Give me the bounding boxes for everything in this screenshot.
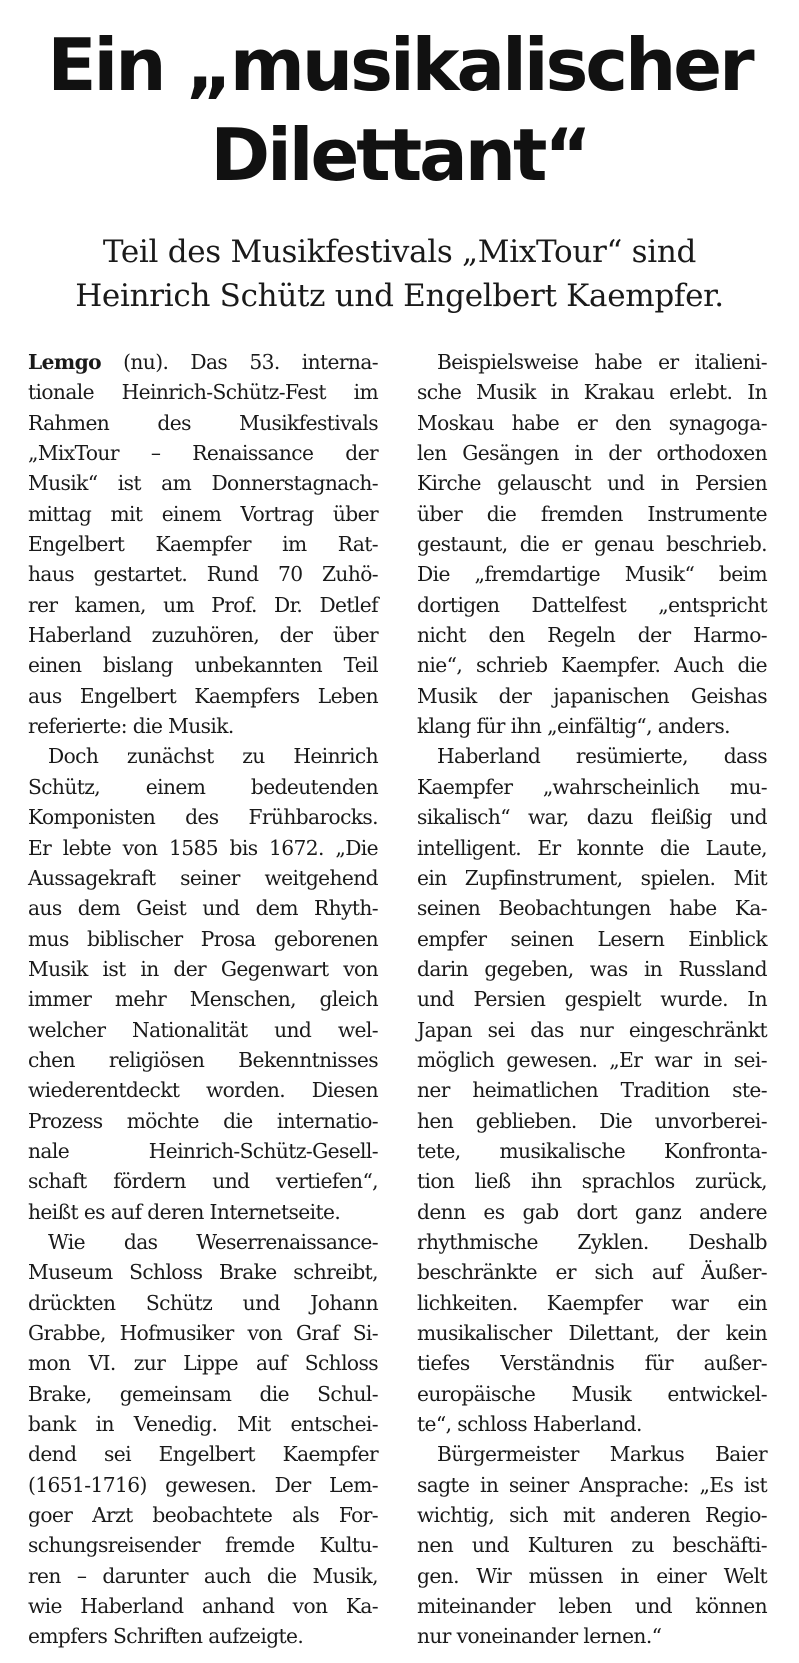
body-line: nen und Kulturen zu beschäfti-	[417, 1533, 767, 1558]
body-column-right	[417, 347, 767, 1652]
subheadline-line: Teil des Musikfestivals „MixTour“ sind	[102, 234, 697, 270]
body-line: ren – darunter auch die Musik,	[28, 1563, 378, 1588]
body-line: ner heimatlichen Tradition ste-	[417, 1078, 767, 1103]
subheadline	[20, 230, 779, 318]
body-line: sche Musik in Krakau erlebt. In	[417, 380, 767, 405]
body-line: wichtig, sich mit anderen Regio-	[417, 1503, 767, 1528]
headline-line: Dilettant“	[210, 113, 589, 197]
body-line: Musik ist in der Gegenwart von	[28, 956, 378, 981]
dateline: Lemgo	[28, 350, 101, 374]
body-line: wie Haberland anhand von Ka-	[28, 1594, 378, 1619]
body-line: Wie das Weserrenaissance-	[48, 1229, 378, 1254]
body-line: bank in Venedig. Mit entschei-	[28, 1412, 378, 1437]
body-line: Moskau habe er den synagoga-	[417, 410, 767, 435]
body-line: aus Engelbert Kaempfers Leben	[28, 683, 378, 708]
body-line: und Persien gespielt wurde. In	[417, 987, 767, 1012]
body-line: Grabbe, Hofmusiker von Graf Si-	[28, 1321, 378, 1345]
body-line: immer mehr Menschen, gleich	[28, 987, 378, 1012]
body-line: Schütz, einem bedeutenden	[28, 774, 378, 799]
body-line: Japan sei das nur eingeschränkt	[417, 1017, 767, 1042]
body-line: len Gesängen in der orthodoxen	[417, 441, 767, 466]
body-line: seinen Beobachtungen habe Ka-	[417, 896, 767, 921]
body-line: Er lebte von 1585 bis 1672. „Die	[28, 835, 378, 860]
body-line: tionale Heinrich-Schütz-Fest im	[28, 380, 378, 405]
body-line: Haberland resümierte, dass	[437, 744, 767, 769]
body-line: Rahmen des Musikfestivals	[28, 410, 378, 435]
body-line: welcher Nationalität und wel-	[28, 1017, 378, 1042]
body-line: te“, schloss Haberland.	[417, 1412, 642, 1437]
body-line: Brake, gemeinsam die Schul-	[28, 1381, 378, 1406]
body-line: Bürgermeister Markus Baier	[437, 1442, 767, 1467]
body-line: miteinander leben und können	[417, 1594, 767, 1619]
body-line: gestaunt, die er genau beschrieb.	[417, 532, 767, 557]
body-line: sikalisch“ war, dazu fleißig und	[417, 805, 767, 830]
body-line: Musik der japanischen Geishas	[417, 683, 767, 708]
body-line: chen religiösen Bekenntnisses	[28, 1047, 378, 1072]
body-line: dortigen Dattelfest „entspricht	[417, 592, 767, 617]
body-line: Kaempfer „wahrscheinlich mu-	[417, 774, 767, 799]
body-line: tion ließ ihn sprachlos zurück,	[417, 1169, 767, 1194]
body-line: aus dem Geist und dem Rhyth-	[28, 896, 378, 921]
body-line: nur voneinander lernen.“	[417, 1624, 662, 1649]
body-line: nale Heinrich-Schütz-Gesell-	[28, 1138, 378, 1163]
body-line: über die fremden Instrumente	[417, 501, 767, 526]
body-line: darin gegeben, was in Russland	[417, 956, 767, 981]
headline	[20, 20, 779, 200]
body-line: Komponisten des Frühbarocks.	[28, 805, 378, 830]
body-line-text: (nu). Das 53. interna-	[100, 350, 378, 374]
body-line: hen geblieben. Die unvorberei-	[417, 1108, 767, 1133]
body-line: Prozess möchte die internatio-	[28, 1108, 378, 1133]
body-line: haus gestartet. Rund 70 Zuhö-	[28, 562, 378, 587]
body-line: empfer seinen Lesern Einblick	[417, 926, 767, 951]
body-line: ein Zupfinstrument, spielen. Mit	[417, 865, 767, 890]
body-line: denn es gab dort ganz andere	[417, 1199, 767, 1224]
body-line: drückten Schütz und Johann	[28, 1290, 378, 1315]
body-line: dend sei Engelbert Kaempfer	[28, 1442, 378, 1467]
body-line: (1651-1716) gewesen. Der Lem-	[28, 1472, 378, 1497]
body-line: Aussagekraft seiner weitgehend	[28, 865, 378, 890]
body-line: empfers Schriften aufzeigte.	[28, 1624, 304, 1649]
body-line: tiefes Verständnis für außer-	[417, 1351, 767, 1376]
body-line: tete, musikalische Konfronta-	[417, 1138, 767, 1163]
body-line: Die „fremdartige Musik“ beim	[417, 562, 767, 587]
body-line: heißt es auf deren Internetseite.	[28, 1199, 341, 1224]
body-line: rer kamen, um Prof. Dr. Detlef	[28, 592, 378, 617]
body-line: lichkeiten. Kaempfer war ein	[417, 1290, 767, 1315]
body-line: einen bislang unbekannten Teil	[28, 653, 378, 678]
body-line: europäische Musik entwickel-	[417, 1381, 767, 1406]
body-line: rhythmische Zyklen. Deshalb	[417, 1229, 767, 1254]
body-line: musikalischer Dilettant, der kein	[417, 1321, 767, 1345]
body-line: goer Arzt beobachtete als For-	[28, 1503, 378, 1528]
body-line: schaft fördern und vertiefen“,	[28, 1169, 378, 1194]
body-line: mittag mit einem Vortrag über	[28, 501, 378, 526]
body-line: Beispielsweise habe er italieni-	[437, 350, 767, 374]
body-line	[28, 347, 378, 377]
body-line: sagte in seiner Ansprache: „Es ist	[417, 1472, 767, 1497]
body-line: Haberland zuzuhören, der über	[28, 623, 378, 648]
body-line: intelligent. Er konnte die Laute,	[417, 835, 767, 860]
subheadline-line: Heinrich Schütz und Engelbert Kaempfer.	[75, 278, 724, 314]
body-line: gen. Wir müssen in einer Welt	[417, 1563, 767, 1588]
body-line: beschränkte er sich auf Äußer-	[417, 1260, 767, 1285]
body-line: wiederentdeckt worden. Diesen	[28, 1078, 378, 1103]
body-line: Musik“ ist am Donnerstagnach-	[28, 471, 378, 496]
body-line: mus biblischer Prosa geborenen	[28, 926, 378, 951]
body-line: nie“, schrieb Kaempfer. Auch die	[417, 653, 767, 678]
body-line: nicht den Regeln der Harmo-	[417, 623, 767, 648]
body-line: Kirche gelauscht und in Persien	[417, 471, 767, 496]
body-line: „MixTour – Renaissance der	[28, 441, 378, 466]
body-line: Doch zunächst zu Heinrich	[48, 744, 378, 769]
body-line: schungsreisender fremde Kultu-	[28, 1533, 378, 1558]
body-line: Engelbert Kaempfer im Rat-	[28, 532, 378, 557]
body-line: Museum Schloss Brake schreibt,	[28, 1260, 378, 1285]
body-line: referierte: die Musik.	[28, 714, 234, 739]
body-column-left	[28, 347, 378, 1652]
headline-line: Ein „musikalischer	[47, 23, 752, 107]
body-line: klang für ihn „einfältig“, anders.	[417, 714, 730, 739]
body-line: möglich gewesen. „Er war in sei-	[417, 1047, 767, 1072]
body-line: mon VI. zur Lippe auf Schloss	[28, 1351, 378, 1376]
